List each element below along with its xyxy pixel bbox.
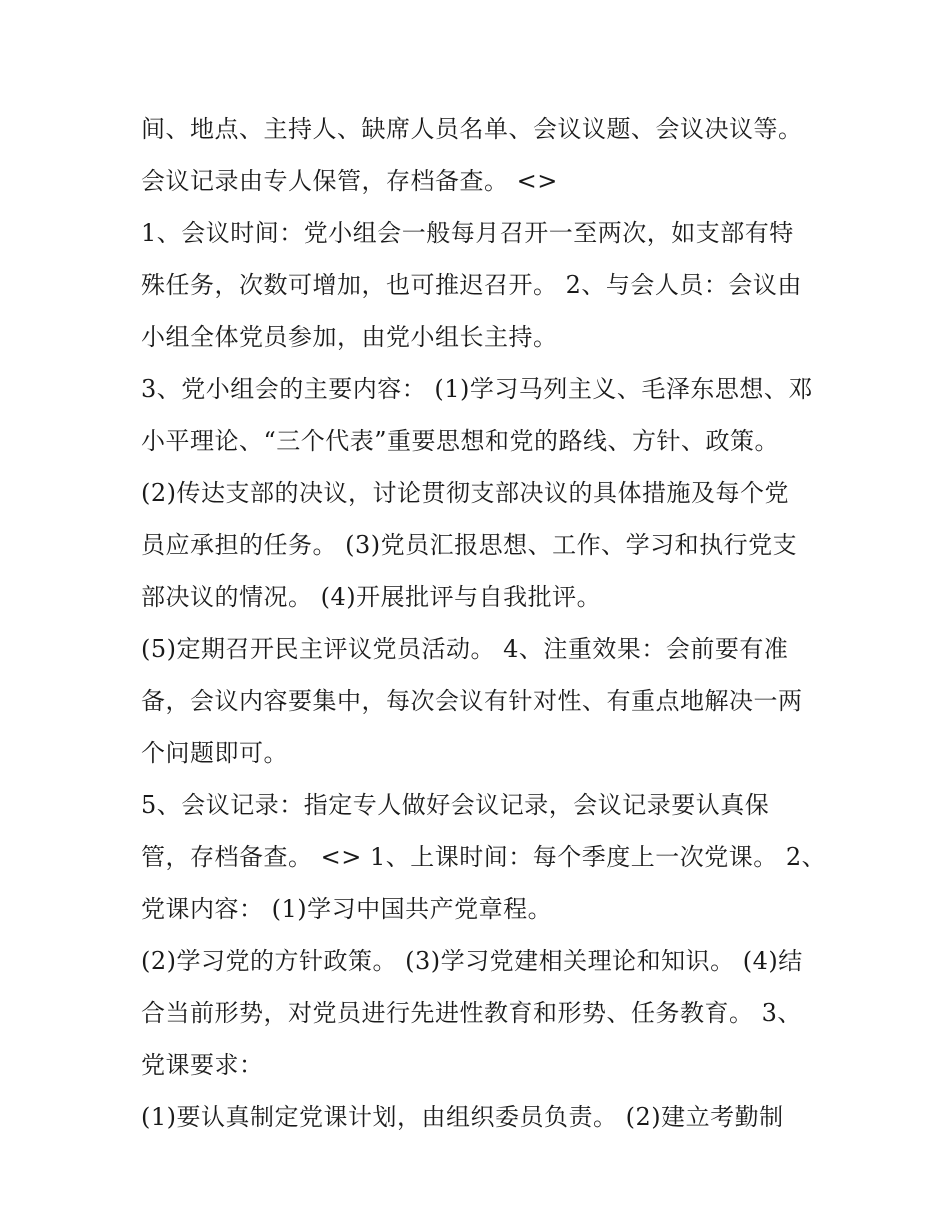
text-line: 员应承担的任务。 (3)党员汇报思想、工作、学习和执行党支	[141, 531, 798, 559]
text-line: 合当前形势，对党员进行先进性教育和形势、任务教育。 3、	[141, 999, 802, 1027]
text-line: 个问题即可。	[141, 739, 288, 767]
text-line: (2)学习党的方针政策。 (3)学习党建相关理论和知识。 (4)结	[141, 947, 803, 975]
document-body	[141, 103, 831, 1143]
text-line: 间、地点、主持人、缺席人员名单、会议议题、会议决议等。	[141, 115, 803, 143]
text-line: 小平理论、“三个代表”重要思想和党的路线、方针、政策。	[141, 427, 780, 455]
text-line: 党课内容： (1)学习中国共产党章程。	[141, 895, 553, 923]
text-line: 部决议的情况。 (4)开展批评与自我批评。	[141, 583, 602, 611]
text-line: 3、党小组会的主要内容： (1)学习马列主义、毛泽东思想、邓	[141, 375, 813, 403]
text-line: 殊任务，次数可增加，也可推迟召开。 2、与会人员：会议由	[141, 271, 802, 299]
text-line: 党课要求：	[141, 1051, 264, 1079]
text-line: 1、会议时间：党小组会一般每月召开一至两次，如支部有特	[141, 219, 794, 247]
text-line: (5)定期召开民主评议党员活动。 4、注重效果：会前要有准	[141, 635, 789, 663]
text-line: 管，存档备查。 <> 1、上课时间：每个季度上一次党课。 2、	[141, 843, 827, 871]
text-line: (2)传达支部的决议，讨论贯彻支部决议的具体措施及每个党	[141, 479, 789, 507]
text-line: 备，会议内容要集中，每次会议有针对性、有重点地解决一两	[141, 687, 803, 715]
text-line: (1)要认真制定党课计划，由组织委员负责。 (2)建立考勤制	[141, 1103, 784, 1131]
text-line: 会议记录由专人保管，存档备查。 <>	[141, 167, 558, 195]
text-line: 5、会议记录：指定专人做好会议记录，会议记录要认真保	[141, 791, 770, 819]
text-line: 小组全体党员参加，由党小组长主持。	[141, 323, 558, 351]
